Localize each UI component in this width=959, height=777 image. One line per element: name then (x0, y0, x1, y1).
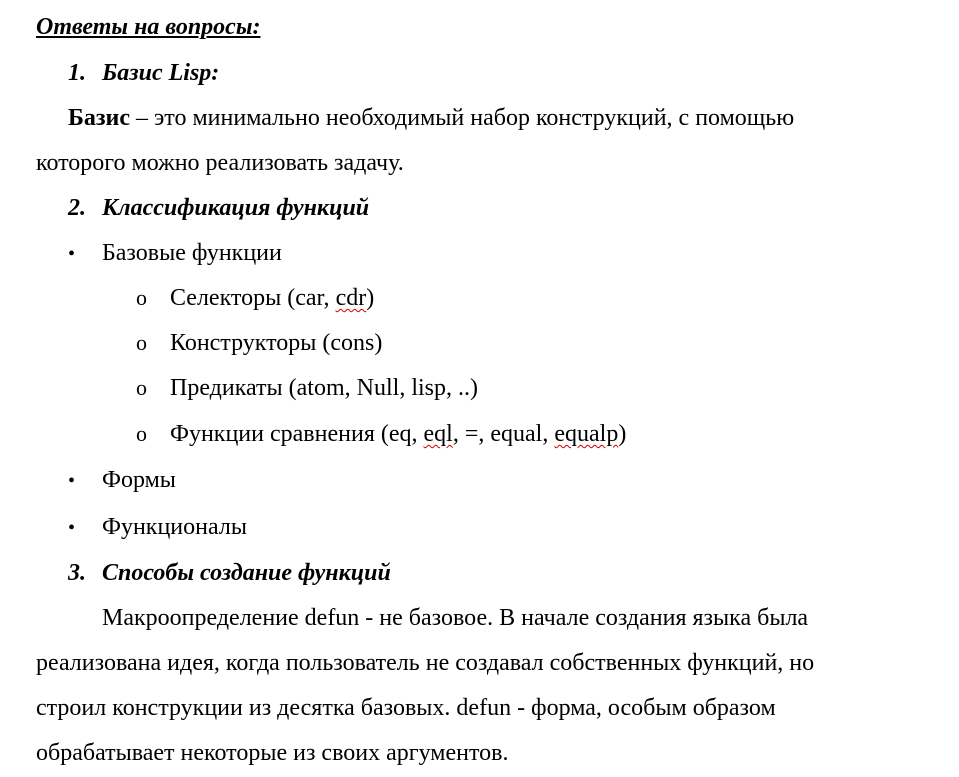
basis-term: Базис (68, 105, 130, 131)
comparison-text: Функции сравнения (eq, (170, 421, 424, 447)
selectors-text: Селекторы (car, (170, 285, 336, 311)
sub-bullet-icon: o (136, 421, 147, 446)
list-item-base-functions: Базовые функции (102, 240, 282, 266)
section-3-number: 3. (68, 560, 86, 586)
section-2-number: 2. (68, 195, 86, 221)
spellcheck-flagged-word[interactable]: eql (423, 421, 453, 447)
sub-bullet-icon: o (136, 330, 147, 355)
sub-bullet-icon: o (136, 375, 147, 400)
bullet-icon: • (68, 470, 76, 492)
spellcheck-flagged-word[interactable]: cdr (335, 285, 367, 311)
list-item-selectors (170, 283, 374, 313)
comparison-suffix: ) (618, 421, 627, 447)
section-3-label: Способы создание функций (102, 560, 391, 586)
paragraph-line-1: Макроопределение defun - не базовое. В начале создания языка была (102, 605, 809, 631)
bullet-icon: • (68, 243, 76, 265)
paragraph-line-4: обрабатывает некоторые из своих аргументов. (36, 740, 509, 766)
list-item-forms: Формы (102, 467, 176, 493)
section-1-label: Базис Lisp: (102, 60, 220, 86)
document-heading: Ответы на вопросы: (36, 14, 261, 40)
list-item-predicates: Предикаты (atom, Null, lisp, ..) (170, 375, 478, 401)
comparison-middle: , =, equal, (452, 421, 555, 447)
section-1-number: 1. (68, 60, 86, 86)
basis-definition-line-1 (68, 103, 794, 133)
list-item-constructors: Конструкторы (cons) (170, 330, 383, 356)
list-item-comparison (170, 419, 626, 449)
section-1-title (68, 58, 219, 88)
section-3-title (68, 558, 391, 588)
spellcheck-flagged-word[interactable]: equalp (554, 421, 619, 447)
section-2-label: Классификация функций (102, 195, 370, 221)
bullet-icon: • (68, 517, 76, 539)
section-2-title (68, 193, 369, 223)
selectors-suffix: ) (366, 285, 375, 311)
sub-bullet-icon: o (136, 285, 147, 310)
list-item-functionals: Функционалы (102, 514, 247, 540)
basis-definition-text: – это минимально необходимый набор конструкций, с помощью (130, 105, 795, 131)
paragraph-line-2: реализована идея, когда пользователь не создавал собственных функций, но (36, 650, 815, 676)
paragraph-line-3: строил конструкции из десятка базовых. defun - форма, особым образом (36, 695, 776, 721)
basis-definition-line-2: которого можно реализовать задачу. (36, 150, 404, 176)
